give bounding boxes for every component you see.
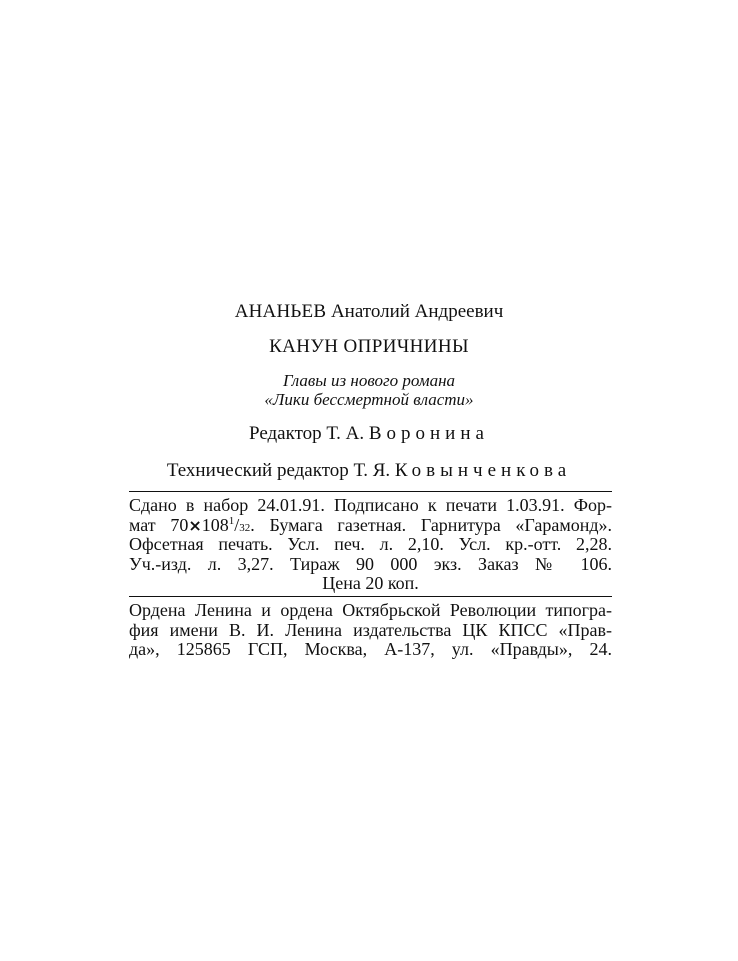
fraction-denominator: 32 — [239, 521, 251, 534]
printer-line: Ордена Ленина и ордена Октябрьской Революции типогра- — [129, 600, 612, 620]
printer-line: да», 125865 ГСП, Москва, А-137, ул. «Правды», 24. — [129, 639, 612, 660]
imprint-format-line — [129, 516, 612, 536]
editor-label: Редактор — [249, 423, 322, 444]
subtitle-line-2: «Лики бессмертной власти» — [264, 390, 474, 409]
tech-editor-label: Технический редактор — [166, 460, 349, 481]
tech-editor-line — [0, 460, 738, 482]
fraction-slash: / — [234, 514, 240, 535]
divider-rule — [129, 491, 612, 492]
tech-editor-surname: Ковынченкова — [394, 460, 572, 481]
printer-block — [129, 601, 612, 660]
editor-line — [0, 423, 738, 445]
printer-line: фия имени В. И. Ленина издательства ЦК КПСС «Прав- — [129, 619, 612, 640]
tech-editor-initials: Т. Я. — [353, 460, 391, 481]
price-line: Цена 20 коп. — [322, 573, 419, 594]
imprint-line: Сдано в набор 24.01.91. Подписано к печати 1.03.91. Фор- — [129, 495, 612, 515]
imprint-line: Офсетная печать. Усл. печ. л. 2,10. Усл. кр.-отт. 2,28. — [129, 534, 612, 555]
author-surname: АНАНЬЕВ — [234, 301, 327, 322]
fraction-numerator: 1 — [228, 514, 235, 527]
author-given-names: Анатолий Андреевич — [330, 301, 504, 322]
format-base: 108 — [201, 514, 229, 535]
author-line — [0, 301, 738, 323]
imprint-block — [129, 496, 612, 594]
times-sign: × — [188, 515, 202, 535]
editor-initials: Т. А. — [326, 423, 365, 444]
subtitle-line-1: Главы из нового романа — [282, 371, 456, 390]
divider-rule — [129, 596, 612, 597]
format-prefix: мат 70 — [129, 514, 189, 535]
format-suffix: . Бумага газетная. Гарнитура «Гарамонд». — [250, 514, 612, 535]
imprint-line: Уч.-изд. л. 3,27. Тираж 90 000 экз. Заказ № 106. — [129, 553, 612, 574]
editor-surname: Воронина — [368, 423, 489, 444]
book-title: КАНУН ОПРИЧНИНЫ — [269, 336, 469, 357]
